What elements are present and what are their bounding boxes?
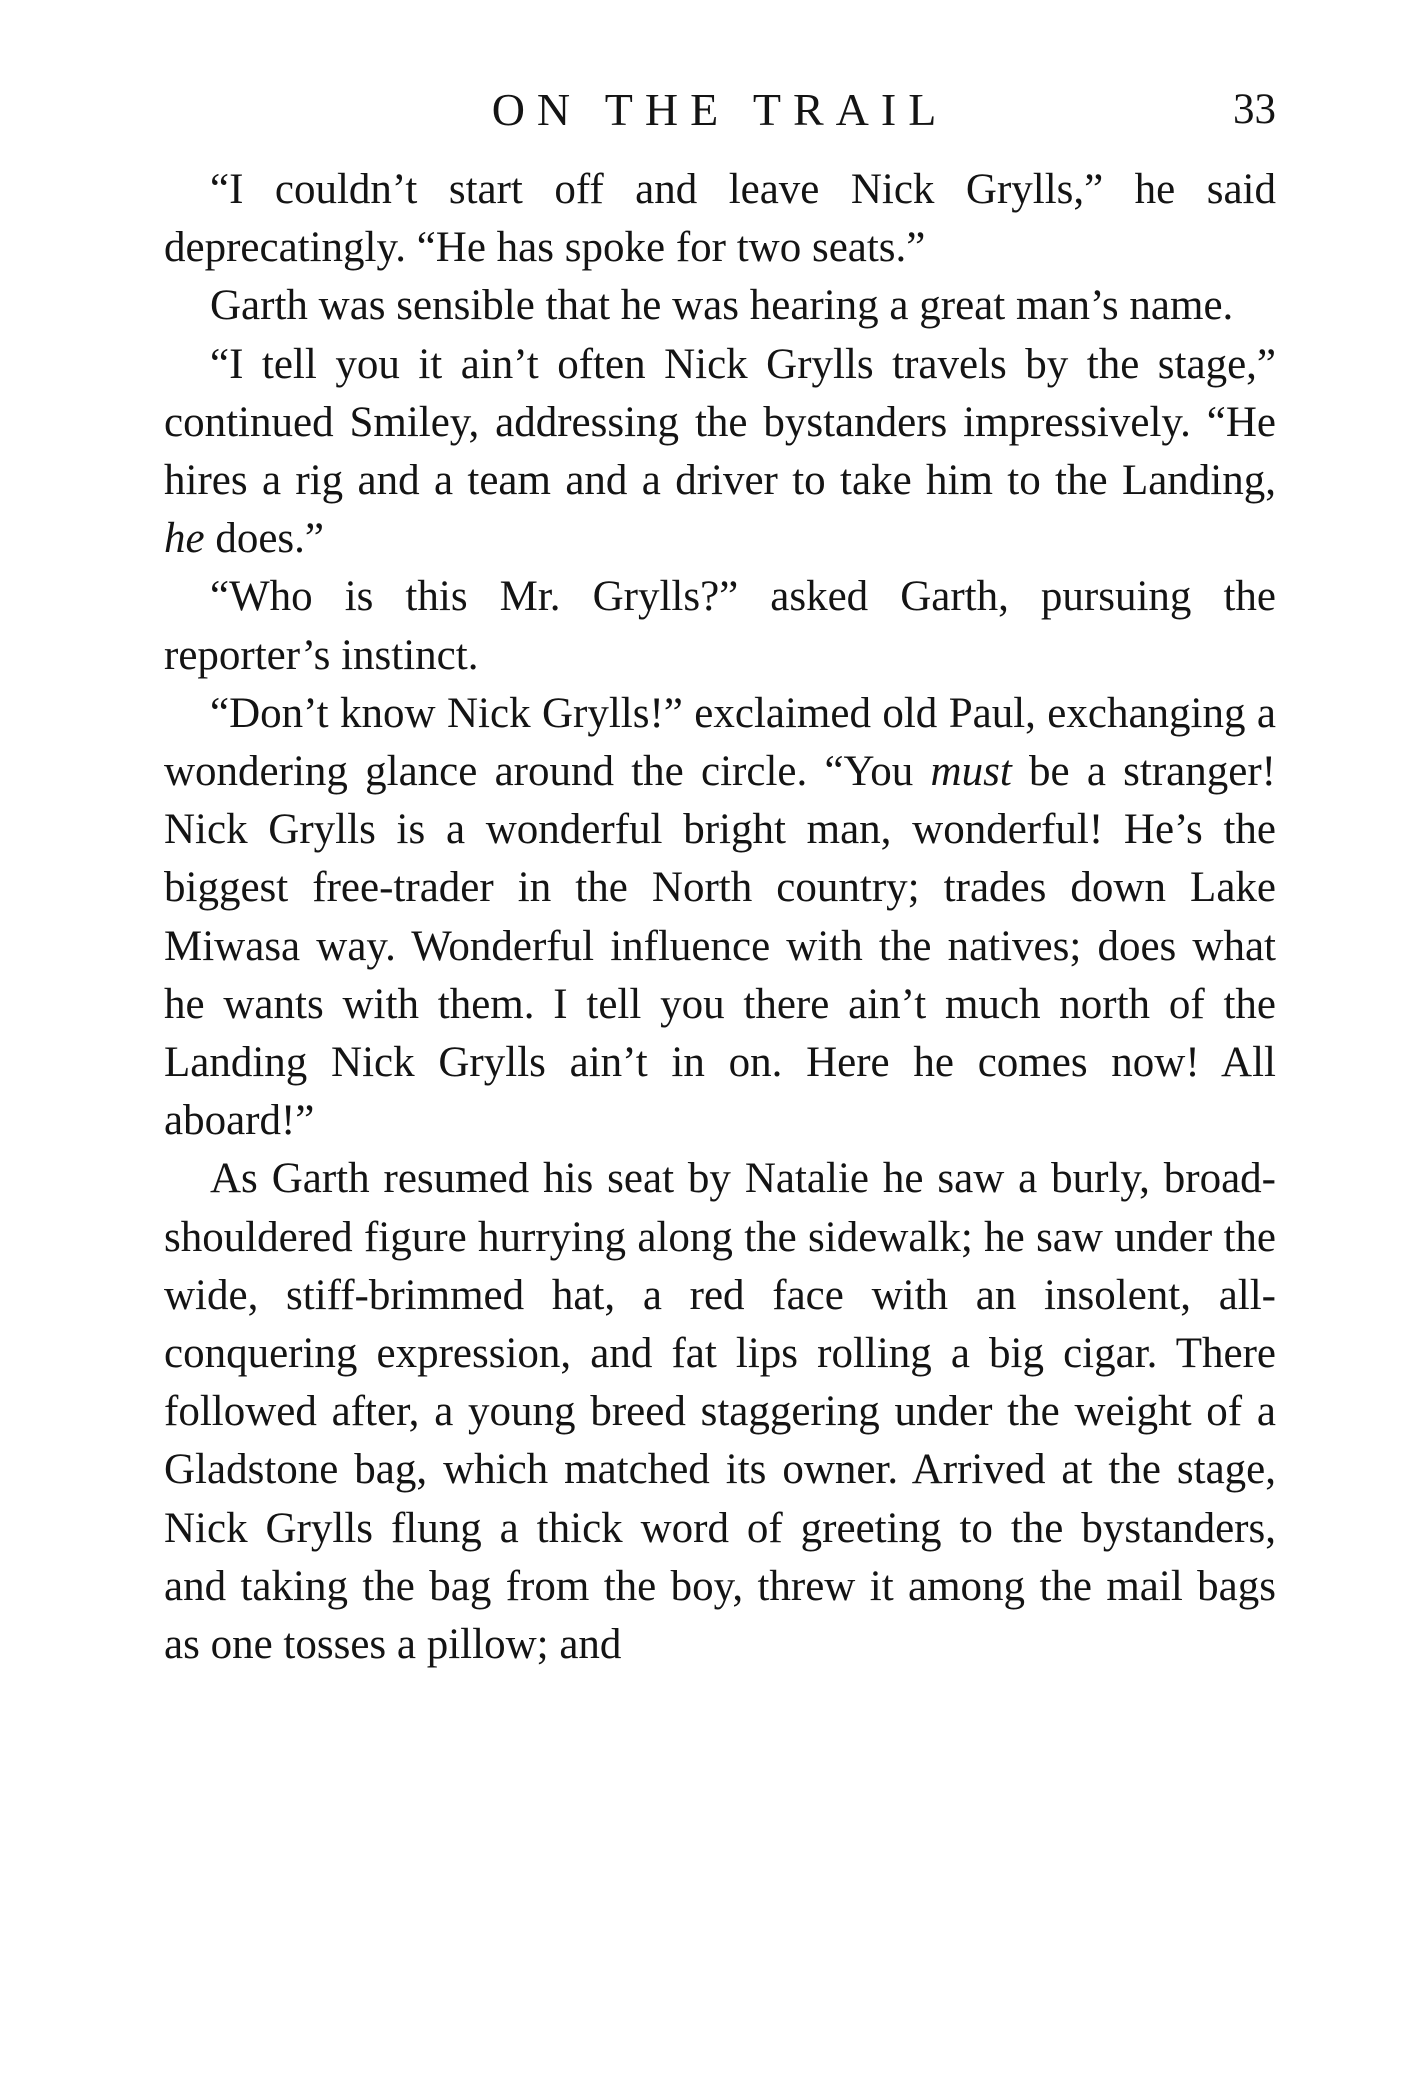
body-text	[164, 161, 1276, 1674]
paragraph-text: does.”	[204, 515, 324, 563]
paragraph-text: “Don’t know Nick Grylls!” exclaimed old Paul, exchanging a wondering glance around the circle. “You	[164, 689, 1276, 796]
paragraph	[164, 336, 1276, 569]
italic-text: he	[164, 515, 205, 563]
paragraph	[164, 1150, 1276, 1674]
paragraph-text: “Who is this Mr. Grylls?” asked Garth, pursuing the reporter’s instinct.	[164, 573, 1276, 679]
paragraph	[164, 161, 1276, 277]
paragraph	[164, 685, 1276, 1151]
paragraph-text: “I tell you it ain’t often Nick Grylls travels by the stage,” continued Smiley, addressing the bystanders impressively. “He hires a rig and a team and a driver to take him to the Landing,	[164, 340, 1276, 505]
paragraph	[164, 277, 1276, 335]
running-title: ON THE TRAIL	[491, 84, 949, 135]
paragraph-text: As Garth resumed his seat by Natalie he saw a burly, broad-shouldered figure hurrying along the sidewalk; he saw under the wide, stiff-brimmed hat, a red face with an insolent, all-conquering expression, and fat lips rolling a big cigar. There followed after, a young breed staggering under the weight of a Gladstone bag, which matched its owner. Arrived at the stage, Nick Grylls flung a thick word of greeting to the bystanders, and taking the bag from the boy, threw it among the mail bags as one tosses a pillow; and	[164, 1155, 1276, 1669]
paragraph-text: “I couldn’t start off and leave Nick Grylls,” he said deprecatingly. “He has spoke for two seats.”	[164, 166, 1276, 272]
page-number: 33	[1233, 86, 1276, 133]
paragraph-text: be a stranger! Nick Grylls is a wonderful bright man, wonderful! He’s the biggest free-trader in the North country; trades down Lake Miwasa way. Wonderful influence with the natives; does what he wants with them. I tell you there ain’t much north of the Landing Nick Grylls ain’t in on. Here he comes now! All aboard!”	[164, 748, 1276, 1145]
paragraph-text: Garth was sensible that he was hearing a great man’s name.	[210, 282, 1234, 330]
running-head	[164, 84, 1276, 136]
italic-text: must	[930, 748, 1012, 796]
paragraph	[164, 568, 1276, 684]
